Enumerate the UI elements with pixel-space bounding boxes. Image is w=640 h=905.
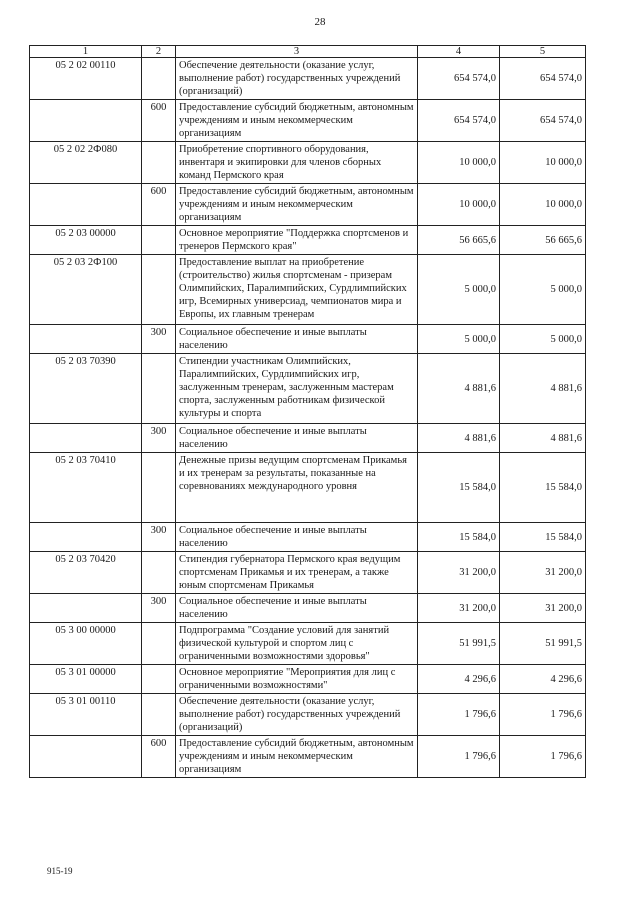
row-code — [30, 736, 142, 778]
table-row — [30, 665, 586, 694]
row-code — [30, 325, 142, 354]
header-col-1: 1 — [30, 46, 142, 58]
row-amount-col4: 654 574,0 — [418, 58, 500, 100]
row-expense-type — [142, 354, 176, 424]
row-code — [30, 523, 142, 552]
row-amount-col5: 51 991,5 — [500, 623, 586, 665]
row-code: 05 2 03 70390 — [30, 354, 142, 424]
document-code: 915-19 — [47, 866, 73, 876]
table-row — [30, 594, 586, 623]
table-row — [30, 58, 586, 100]
row-code: 05 2 03 00000 — [30, 226, 142, 255]
table-row — [30, 184, 586, 226]
row-amount-col5: 654 574,0 — [500, 58, 586, 100]
table-header-row — [30, 46, 586, 58]
row-code: 05 2 03 2Ф100 — [30, 255, 142, 325]
table-row — [30, 523, 586, 552]
header-col-4: 4 — [418, 46, 500, 58]
budget-table — [29, 45, 586, 778]
table-row — [30, 453, 586, 523]
row-amount-col4: 5 000,0 — [418, 325, 500, 354]
table-row — [30, 736, 586, 778]
row-expense-type — [142, 142, 176, 184]
row-description: Стипендия губернатора Пермского края ведущим спортсменам Прикамья и их тренерам, а также юным спортсменам Прикамья — [176, 552, 418, 594]
row-code: 05 2 03 70420 — [30, 552, 142, 594]
row-amount-col4: 15 584,0 — [418, 453, 500, 523]
row-amount-col4: 4 881,6 — [418, 354, 500, 424]
row-expense-type — [142, 255, 176, 325]
row-description: Социальное обеспечение и иные выплаты населению — [176, 325, 418, 354]
row-amount-col4: 10 000,0 — [418, 142, 500, 184]
page-number: 28 — [314, 16, 326, 28]
row-description: Основное мероприятие "Мероприятия для лиц с ограниченными возможностями" — [176, 665, 418, 694]
row-amount-col4: 51 991,5 — [418, 623, 500, 665]
row-description: Основное мероприятие "Поддержка спортсменов и тренеров Пермского края" — [176, 226, 418, 255]
row-expense-type — [142, 694, 176, 736]
row-description: Приобретение спортивного оборудования, инвентаря и экипировки для членов сборных команд Пермского края — [176, 142, 418, 184]
table-row — [30, 623, 586, 665]
row-amount-col4: 1 796,6 — [418, 736, 500, 778]
row-amount-col5: 4 296,6 — [500, 665, 586, 694]
row-expense-type: 300 — [142, 594, 176, 623]
row-description: Денежные призы ведущим спортсменам Прикамья и их тренерам за результаты, показанные на соревнованиях международного уровня — [176, 453, 418, 523]
row-expense-type — [142, 58, 176, 100]
row-amount-col4: 5 000,0 — [418, 255, 500, 325]
row-amount-col5: 4 881,6 — [500, 354, 586, 424]
row-expense-type: 300 — [142, 325, 176, 354]
row-description: Стипендии участникам Олимпийских, Паралимпийских, Сурдлимпийских игр, заслуженным тренерам, заслуженным мастерам спорта, заслуженным работникам физической культуры и спорта — [176, 354, 418, 424]
row-amount-col4: 15 584,0 — [418, 523, 500, 552]
row-amount-col5: 31 200,0 — [500, 594, 586, 623]
row-amount-col5: 10 000,0 — [500, 142, 586, 184]
row-expense-type — [142, 665, 176, 694]
row-code: 05 2 03 70410 — [30, 453, 142, 523]
row-amount-col5: 5 000,0 — [500, 325, 586, 354]
row-expense-type — [142, 552, 176, 594]
row-expense-type — [142, 226, 176, 255]
row-description: Подпрограмма "Создание условий для занятий физической культурой и спортом лиц с ограниченными возможностями здоровья" — [176, 623, 418, 665]
row-code — [30, 424, 142, 453]
row-expense-type — [142, 453, 176, 523]
row-amount-col4: 31 200,0 — [418, 552, 500, 594]
row-amount-col5: 15 584,0 — [500, 523, 586, 552]
row-amount-col5: 1 796,6 — [500, 694, 586, 736]
table-row — [30, 552, 586, 594]
table-row — [30, 325, 586, 354]
row-amount-col5: 654 574,0 — [500, 100, 586, 142]
row-expense-type: 300 — [142, 424, 176, 453]
row-amount-col4: 4 296,6 — [418, 665, 500, 694]
header-col-2: 2 — [142, 46, 176, 58]
row-amount-col5: 10 000,0 — [500, 184, 586, 226]
row-description: Предоставление субсидий бюджетным, автономным учреждениям и иным некоммерческим организациям — [176, 184, 418, 226]
row-code — [30, 184, 142, 226]
row-amount-col5: 5 000,0 — [500, 255, 586, 325]
row-expense-type: 600 — [142, 100, 176, 142]
table-row — [30, 100, 586, 142]
row-amount-col4: 31 200,0 — [418, 594, 500, 623]
row-amount-col4: 654 574,0 — [418, 100, 500, 142]
row-amount-col5: 31 200,0 — [500, 552, 586, 594]
row-code — [30, 100, 142, 142]
row-expense-type: 600 — [142, 184, 176, 226]
row-amount-col4: 4 881,6 — [418, 424, 500, 453]
row-amount-col5: 15 584,0 — [500, 453, 586, 523]
row-description: Предоставление субсидий бюджетным, автономным учреждениям и иным некоммерческим организациям — [176, 736, 418, 778]
table-row — [30, 226, 586, 255]
table-row — [30, 142, 586, 184]
row-amount-col4: 1 796,6 — [418, 694, 500, 736]
table-body — [30, 58, 586, 778]
row-code: 05 3 00 00000 — [30, 623, 142, 665]
row-description: Обеспечение деятельности (оказание услуг, выполнение работ) государственных учреждений (организаций) — [176, 694, 418, 736]
row-code: 05 2 02 2Ф080 — [30, 142, 142, 184]
row-amount-col4: 10 000,0 — [418, 184, 500, 226]
row-expense-type — [142, 623, 176, 665]
table-row — [30, 354, 586, 424]
header-col-5: 5 — [500, 46, 586, 58]
row-amount-col4: 56 665,6 — [418, 226, 500, 255]
row-amount-col5: 1 796,6 — [500, 736, 586, 778]
row-amount-col5: 4 881,6 — [500, 424, 586, 453]
table-row — [30, 424, 586, 453]
row-description: Обеспечение деятельности (оказание услуг, выполнение работ) государственных учреждений (организаций) — [176, 58, 418, 100]
row-description: Предоставление субсидий бюджетным, автономным учреждениям и иным некоммерческим организациям — [176, 100, 418, 142]
row-description: Социальное обеспечение и иные выплаты населению — [176, 594, 418, 623]
table-row — [30, 694, 586, 736]
table-row — [30, 255, 586, 325]
row-code: 05 3 01 00110 — [30, 694, 142, 736]
row-expense-type: 300 — [142, 523, 176, 552]
row-code — [30, 594, 142, 623]
row-amount-col5: 56 665,6 — [500, 226, 586, 255]
row-expense-type: 600 — [142, 736, 176, 778]
row-description: Социальное обеспечение и иные выплаты населению — [176, 424, 418, 453]
row-code: 05 2 02 00110 — [30, 58, 142, 100]
row-code: 05 3 01 00000 — [30, 665, 142, 694]
header-col-3: 3 — [176, 46, 418, 58]
row-description: Социальное обеспечение и иные выплаты населению — [176, 523, 418, 552]
row-description: Предоставление выплат на приобретение (строительство) жилья спортсменам - призерам Олимпийских, Паралимпийских, Сурдлимпийских игр, Всемирных универсиад, чемпионатов мира и Европы, их главным тренерам — [176, 255, 418, 325]
